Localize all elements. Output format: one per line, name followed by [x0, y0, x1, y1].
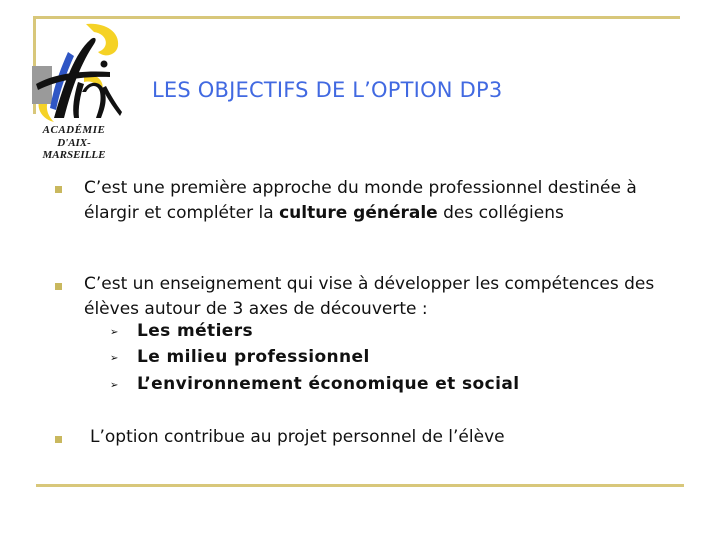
logo-caption-line2: D'AIX-MARSEILLE: [42, 137, 106, 161]
arrowhead-bullet-icon: ➢: [110, 380, 119, 391]
logo-caption-line1: ACADÉMIE: [42, 124, 106, 136]
bullet-1-text-after: des collégiens: [437, 202, 564, 223]
sub-item-2: [110, 345, 370, 372]
bullet-1-bold: culture générale: [279, 202, 438, 223]
square-bullet-icon: [55, 186, 62, 193]
arrowhead-bullet-icon: ➢: [110, 327, 119, 338]
slide-title: LES OBJECTIFS DE L’OPTION DP3: [152, 78, 503, 102]
sub-item-1: [110, 319, 253, 346]
square-bullet-icon: [55, 436, 62, 443]
academie-logo-mark: [24, 22, 124, 126]
square-bullet-icon: [55, 283, 62, 290]
sub-item-3-label: L’environnement économique et social: [137, 374, 520, 394]
arrowhead-bullet-icon: ➢: [110, 353, 119, 364]
bullet-3-text: L’option contribue au projet personnel de l’élève: [90, 427, 505, 447]
sub-item-1-label: Les métiers: [137, 321, 254, 341]
bullet-1-text-before: C’est une première approche du monde professionnel destinée à élargir et compléter la: [84, 178, 637, 223]
bullet-2-text: C’est un enseignement qui vise à développer les compétences des élèves autour de 3 axes de découverte :: [84, 274, 655, 319]
sub-item-3: [110, 372, 519, 399]
bullet-1-text: [84, 176, 694, 225]
logo-caption: [26, 124, 122, 161]
bottom-rule: [36, 484, 684, 487]
sub-item-2-label: Le milieu professionnel: [137, 347, 370, 367]
frame-top-rule: [33, 16, 680, 19]
